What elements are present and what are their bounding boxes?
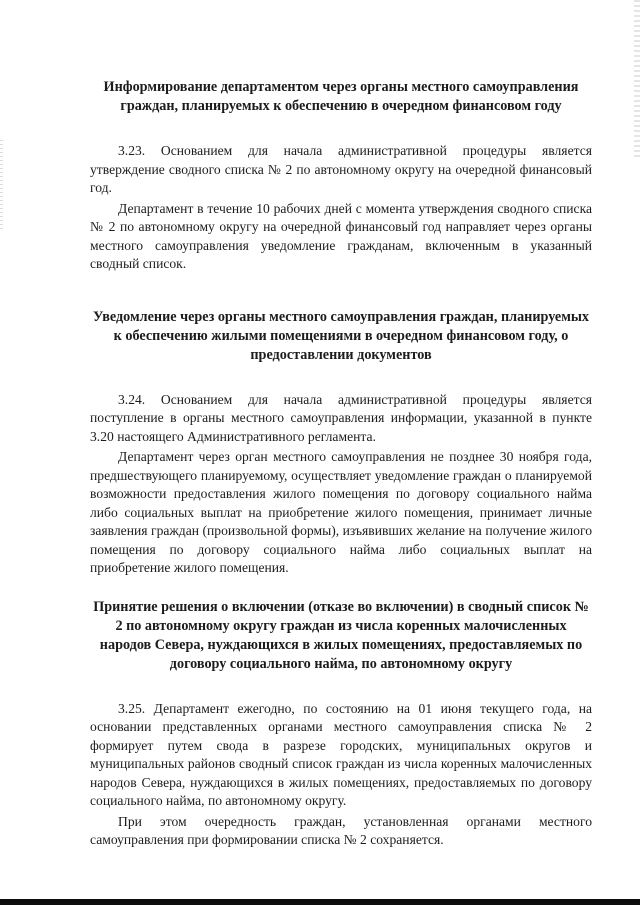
paragraph-3-23: 3.23. Основанием для начала административной процедуры является утверждение сводного списка № 2 по автономному округу на очередной финансовый год. — [90, 143, 592, 195]
paragraph-3-25: 3.25. Департамент ежегодно, по состоянию на 01 июня текущего года, на основании представленных органами местного самоуправления списка № 2 формирует путем свода в разрезе городских, муниципальных округов и муниципальных районов сводный список граждан из числа коренных малочисленных народов Севера, нуждающихся в жилых помещениях, предоставляемых по договору социального найма, по автономному округу. — [90, 700, 592, 808]
section-decision — [90, 598, 592, 850]
paragraph-3-24: 3.24. Основанием для начала административной процедуры является поступление в органы местного самоуправления информации, указанной в пункте 3.20 настоящего Административного регламента. — [90, 391, 592, 444]
section-heading: Уведомление через органы местного самоуправления граждан, планируемых к обеспечению жилыми помещениями в очередном финансовом году, о предоставлении документов — [92, 308, 590, 363]
section-informing — [90, 78, 592, 274]
paragraph: При этом очередность граждан, установленная органами местного самоуправления при формировании списка № 2 сохраняется. — [90, 813, 592, 847]
section-heading: Информирование департаментом через органы местного самоуправления граждан, планируемых к обеспечению в очередном финансовом году — [103, 79, 579, 114]
section-notification — [90, 308, 592, 578]
paragraph: Департамент в течение 10 рабочих дней с момента утверждения сводного списка № 2 по автономному округу на очередной финансовый год направляет через органы местного самоуправления уведомление гражданам, включенным в указанный сводный список. — [90, 200, 592, 271]
scan-bottom-edge — [0, 899, 640, 905]
paragraph: Департамент через орган местного самоуправления не позднее 30 ноября года, предшествующего планируемому, осуществляет уведомление граждан о планируемой возможности предоставления жилого помещения по договору социального найма либо социальных выплат на приобретение жилого помещения, принимает личные заявления граждан (произвольной формы), изъявивших желание на получение жилого помещения по договору социального найма либо социальных выплат на приобретение жилого помещения. — [90, 449, 592, 575]
scan-edge-mark — [634, 0, 640, 160]
scan-edge-mark — [0, 140, 3, 230]
document-body — [90, 78, 592, 850]
section-heading: Принятие решения о включении (отказе во включении) в сводный список № 2 по автономному округу граждан из числа коренных малочисленных народов Севера, нуждающихся в жилых помещениях, предоставляемых по договору социального найма, по автономному округу — [93, 598, 589, 672]
